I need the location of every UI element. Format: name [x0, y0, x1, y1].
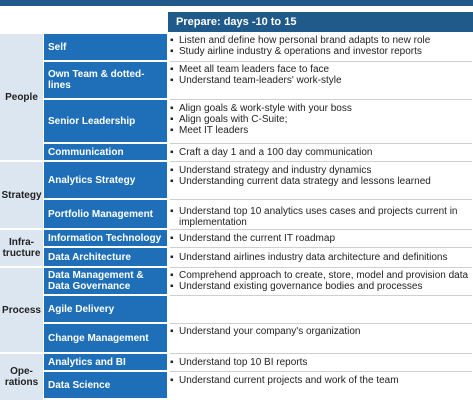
group-strategy	[0, 162, 43, 228]
bullet-item: ▪ Align goals with C-Suite;	[170, 114, 288, 125]
bullet-icon: ▪	[170, 147, 174, 158]
topic-cell	[44, 162, 167, 198]
bullet-icon: ▪	[170, 357, 174, 368]
bullet-cell	[170, 200, 472, 230]
bullet-cell	[170, 34, 472, 62]
topic-cell	[44, 354, 167, 370]
topic-label: Communication	[48, 146, 124, 158]
bullet-cell	[170, 354, 472, 372]
topic-cell	[44, 268, 167, 294]
bullet-item: ▪ Understanding current data strategy and lessons learned	[170, 176, 431, 187]
group-strategy-label: Strategy	[1, 189, 42, 201]
bullet-icon: ▪	[170, 326, 174, 337]
bullet-item: ▪ Understand top 10 BI reports	[170, 357, 308, 368]
topic-cell	[44, 248, 167, 266]
bullet-icon: ▪	[170, 233, 174, 244]
topic-label: Analytics and BI	[48, 356, 126, 368]
group-process-label: Process	[2, 304, 41, 316]
group-operations	[0, 354, 43, 400]
topic-label: Data Architecture	[48, 251, 131, 263]
group-operations-label-1: Ope-	[10, 366, 33, 377]
title-bar-strip	[0, 0, 473, 6]
bullet-item: ▪ Understand top 10 analytics uses cases and projects current in implementation	[170, 206, 458, 228]
topic-label: Data Science	[48, 379, 111, 391]
topic-label: Self	[48, 41, 67, 53]
bullet-cell	[170, 144, 472, 162]
topic-cell	[44, 230, 167, 246]
topic-cell	[44, 200, 167, 228]
bullet-item: ▪ Understand airlines industry data architecture and definitions	[170, 252, 448, 263]
topic-cell	[44, 100, 167, 142]
bullet-icon: ▪	[170, 103, 174, 114]
bullet-item: ▪ Meet IT leaders	[170, 125, 249, 136]
topic-label: Senior Leadership	[48, 115, 136, 127]
phase-header: Prepare: days -10 to 15	[168, 12, 473, 32]
bullet-item: ▪ Craft a day 1 and a 100 day communication	[170, 147, 373, 158]
group-people	[0, 34, 43, 160]
topic-label: Agile Delivery	[48, 303, 115, 315]
bullet-cell	[170, 268, 472, 296]
bullet-icon: ▪	[170, 125, 174, 136]
bullet-cell	[170, 162, 472, 200]
bullet-icon: ▪	[170, 270, 174, 281]
bullet-icon: ▪	[170, 375, 174, 386]
group-infrastructure	[0, 230, 43, 266]
bullet-icon: ▪	[170, 206, 174, 217]
topic-cell	[44, 62, 167, 98]
bullet-icon: ▪	[170, 252, 174, 263]
bullet-icon: ▪	[170, 46, 174, 57]
group-operations-label-2: rations	[4, 377, 39, 388]
bullet-icon: ▪	[170, 75, 174, 86]
group-process	[0, 268, 43, 352]
bullet-icon: ▪	[170, 281, 174, 292]
bullet-cell	[170, 62, 472, 100]
bullet-item: ▪ Understand current projects and work of the team	[170, 375, 399, 386]
bullet-icon: ▪	[170, 64, 174, 75]
topic-label: Change Management	[48, 332, 149, 344]
topic-cell	[44, 324, 167, 352]
bullet-cell-empty	[170, 296, 472, 324]
topic-cell	[44, 34, 167, 60]
bullet-item: ▪ Understand existing governance bodies and processes	[170, 281, 423, 292]
bullet-cell	[170, 248, 472, 268]
topic-cell	[44, 296, 167, 322]
bullet-cell	[170, 230, 472, 248]
topic-label: Portfolio Management	[48, 208, 154, 220]
bullet-item: ▪ Meet all team leaders face to face	[170, 64, 330, 75]
group-infrastructure-label-1: Infra-	[9, 237, 34, 248]
bullet-item: ▪ Comprehend approach to create, store, model and provision data	[170, 270, 469, 281]
bullet-cell	[170, 100, 472, 144]
bullet-item: ▪ Understand strategy and industry dynamics	[170, 165, 372, 176]
bullet-icon: ▪	[170, 165, 174, 176]
topic-label: Information Technology	[48, 232, 162, 244]
topic-cell	[44, 372, 167, 398]
topic-label: Own Team & dotted-lines	[48, 69, 145, 91]
bullet-item: ▪ Study airline industry & operations and investor reports	[170, 46, 422, 57]
bullet-icon: ▪	[170, 114, 174, 125]
bullet-item: ▪ Understand team-leaders' work-style	[170, 75, 342, 86]
bullet-icon: ▪	[170, 176, 174, 187]
bullet-cell	[170, 372, 472, 400]
bullet-item: ▪ Understand your company's organization	[170, 326, 361, 337]
bullet-item: ▪ Listen and define how personal brand adapts to new role	[170, 35, 431, 46]
bullet-item: ▪ Understand the current IT roadmap	[170, 233, 336, 244]
group-people-label: People	[5, 91, 38, 103]
bullet-icon: ▪	[170, 35, 174, 46]
topic-label: Data Management & Data Governance	[48, 270, 144, 292]
group-infrastructure-label-2: tructure	[2, 248, 41, 259]
bullet-cell	[170, 324, 472, 354]
bullet-item: ▪ Align goals & work-style with your boss	[170, 103, 352, 114]
topic-cell	[44, 144, 167, 160]
topic-label: Analytics Strategy	[48, 174, 136, 186]
